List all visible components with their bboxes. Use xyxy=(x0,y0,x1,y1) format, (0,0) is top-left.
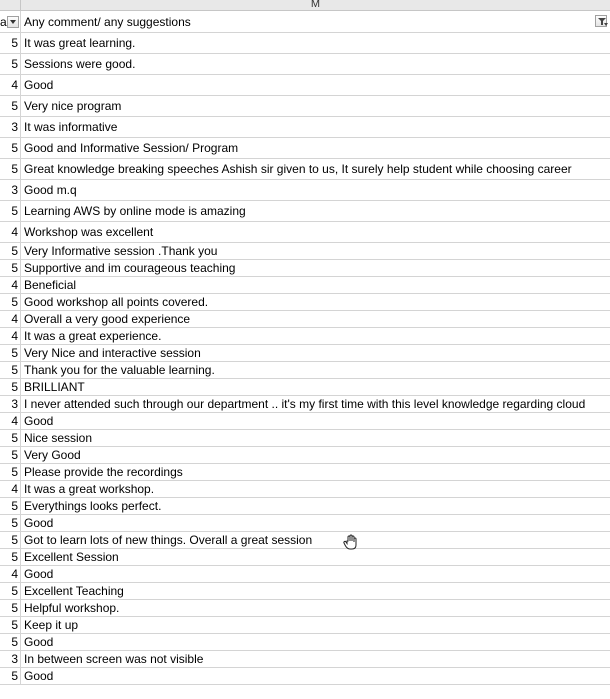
rating-cell[interactable]: 3 xyxy=(0,117,21,138)
table-row xyxy=(0,243,610,260)
table-row xyxy=(0,430,610,447)
table-row xyxy=(0,201,610,222)
rating-cell[interactable]: 5 xyxy=(0,362,21,379)
rating-cell[interactable]: 4 xyxy=(0,566,21,583)
rating-cell[interactable]: 3 xyxy=(0,180,21,201)
comment-cell[interactable]: Very Good xyxy=(24,448,81,462)
table-row xyxy=(0,532,610,549)
comment-cell[interactable]: Workshop was excellent xyxy=(24,225,154,239)
rating-cell[interactable]: 5 xyxy=(0,201,21,222)
comment-cell[interactable]: Keep it up xyxy=(24,618,79,632)
table-row xyxy=(0,515,610,532)
column-header-prev[interactable] xyxy=(0,0,21,11)
rating-cell[interactable]: 5 xyxy=(0,430,21,447)
table-row xyxy=(0,54,610,75)
rating-cell[interactable]: 5 xyxy=(0,600,21,617)
column-letter[interactable]: M xyxy=(310,0,321,10)
comment-cell[interactable]: Overall a very good experience xyxy=(24,312,191,326)
rating-cell[interactable]: 5 xyxy=(0,138,21,159)
rating-cell[interactable]: 5 xyxy=(0,668,21,685)
table-row xyxy=(0,96,610,117)
filter-dropdown-button[interactable] xyxy=(7,16,19,28)
table-row xyxy=(0,481,610,498)
table-row xyxy=(0,668,610,685)
table-row xyxy=(0,260,610,277)
dropdown-arrow-icon xyxy=(10,20,16,24)
hand-cursor-icon xyxy=(343,534,359,550)
comment-cell[interactable]: Got to learn lots of new things. Overall a great session xyxy=(24,533,313,547)
comment-cell[interactable]: Good m.q xyxy=(24,183,77,197)
table-row xyxy=(0,651,610,668)
comment-cell[interactable]: Very Nice and interactive session xyxy=(24,346,201,360)
rating-cell[interactable]: 5 xyxy=(0,464,21,481)
table-row xyxy=(0,498,610,515)
rating-cell[interactable]: 5 xyxy=(0,260,21,277)
table-row xyxy=(0,328,610,345)
rating-cell[interactable]: 5 xyxy=(0,617,21,634)
comment-cell[interactable]: Very Informative session .Thank you xyxy=(24,244,218,258)
rating-cell[interactable]: 4 xyxy=(0,277,21,294)
comment-cell[interactable]: Excellent Teaching xyxy=(24,584,124,598)
table-row xyxy=(0,117,610,138)
table-row xyxy=(0,464,610,481)
rating-cell[interactable]: 4 xyxy=(0,481,21,498)
table-row xyxy=(0,447,610,464)
table-row xyxy=(0,362,610,379)
rating-cell[interactable]: 4 xyxy=(0,222,21,243)
table-row xyxy=(0,222,610,243)
rating-cell[interactable]: 5 xyxy=(0,54,21,75)
table-row xyxy=(0,617,610,634)
table-row xyxy=(0,600,610,617)
column-header-bar[interactable] xyxy=(0,0,610,11)
table-row xyxy=(0,396,610,413)
comment-cell[interactable]: Excellent Session xyxy=(24,550,119,564)
rating-cell[interactable]: 5 xyxy=(0,243,21,260)
header-title[interactable]: Any comment/ any suggestions xyxy=(24,15,191,29)
rating-cell[interactable]: 5 xyxy=(0,515,21,532)
table-row xyxy=(0,294,610,311)
table-row xyxy=(0,33,610,54)
table-row xyxy=(0,549,610,566)
comment-cell[interactable]: Good xyxy=(24,516,54,530)
comment-cell[interactable]: Learning AWS by online mode is amazing xyxy=(24,204,246,218)
comment-cell[interactable]: Good xyxy=(24,669,54,683)
rating-cell[interactable]: 5 xyxy=(0,447,21,464)
comment-cell[interactable]: Good xyxy=(24,414,54,428)
comment-cell[interactable]: Great knowledge breaking speeches Ashish sir given to us, It surely help student while choosing career xyxy=(24,162,572,176)
comment-cell[interactable]: Helpful workshop. xyxy=(24,601,120,615)
comment-cell[interactable]: Everythings looks perfect. xyxy=(24,499,162,513)
comment-cell[interactable]: It was a great workshop. xyxy=(24,482,155,496)
table-row xyxy=(0,138,610,159)
comment-cell[interactable]: BRILLIANT xyxy=(24,380,85,394)
rating-cell[interactable]: 4 xyxy=(0,413,21,430)
table-row xyxy=(0,634,610,651)
rating-cell[interactable]: 5 xyxy=(0,583,21,600)
header-row xyxy=(0,11,610,33)
rating-cell[interactable]: 3 xyxy=(0,396,21,413)
table-row xyxy=(0,413,610,430)
rating-cell[interactable]: 5 xyxy=(0,159,21,180)
rating-cell[interactable]: 5 xyxy=(0,532,21,549)
comment-cell[interactable]: Good workshop all points covered. xyxy=(24,295,209,309)
comment-cell[interactable]: Good and Informative Session/ Program xyxy=(24,141,239,155)
table-row xyxy=(0,566,610,583)
rating-cell[interactable]: 5 xyxy=(0,549,21,566)
rating-cell[interactable]: 3 xyxy=(0,651,21,668)
table-row xyxy=(0,159,610,180)
comment-cell[interactable]: Sessions were good. xyxy=(24,57,136,71)
rating-cell[interactable]: 5 xyxy=(0,96,21,117)
rating-cell[interactable]: 5 xyxy=(0,379,21,396)
table-row xyxy=(0,379,610,396)
rating-cell[interactable]: 4 xyxy=(0,311,21,328)
comment-cell[interactable]: Beneficial xyxy=(24,278,77,292)
rating-cell[interactable]: 4 xyxy=(0,75,21,96)
comment-cell[interactable]: Supportive and im courageous teaching xyxy=(24,261,236,275)
comment-cell[interactable]: Nice session xyxy=(24,431,93,445)
comment-cell[interactable]: Good xyxy=(24,635,54,649)
comment-cell[interactable]: Please provide the recordings xyxy=(24,465,183,479)
table-row xyxy=(0,180,610,201)
comment-cell[interactable]: It was a great experience. xyxy=(24,329,162,343)
table-row xyxy=(0,311,610,328)
comment-cell[interactable]: Good xyxy=(24,78,54,92)
comment-cell[interactable]: In between screen was not visible xyxy=(24,652,204,666)
comment-cell[interactable]: It was great learning. xyxy=(24,36,136,50)
rating-cell[interactable]: 5 xyxy=(0,33,21,54)
comment-cell[interactable]: Thank you for the valuable learning. xyxy=(24,363,215,377)
table-row xyxy=(0,345,610,362)
rating-cell[interactable]: 5 xyxy=(0,345,21,362)
rating-cell[interactable]: 5 xyxy=(0,498,21,515)
rating-cell[interactable]: 5 xyxy=(0,294,21,311)
comment-cell[interactable]: Very nice program xyxy=(24,99,122,113)
comment-cell[interactable]: I never attended such through our department .. it's my first time with this level knowledge regarding cloud xyxy=(24,397,586,411)
filter-active-button[interactable] xyxy=(595,15,607,27)
comment-cell[interactable]: Good xyxy=(24,567,54,581)
rating-cell[interactable]: 5 xyxy=(0,634,21,651)
table-row xyxy=(0,583,610,600)
header-cut-text: a xyxy=(0,15,7,29)
table-row xyxy=(0,75,610,96)
rating-cell[interactable]: 4 xyxy=(0,328,21,345)
comment-cell[interactable]: It was informative xyxy=(24,120,118,134)
table-row xyxy=(0,277,610,294)
